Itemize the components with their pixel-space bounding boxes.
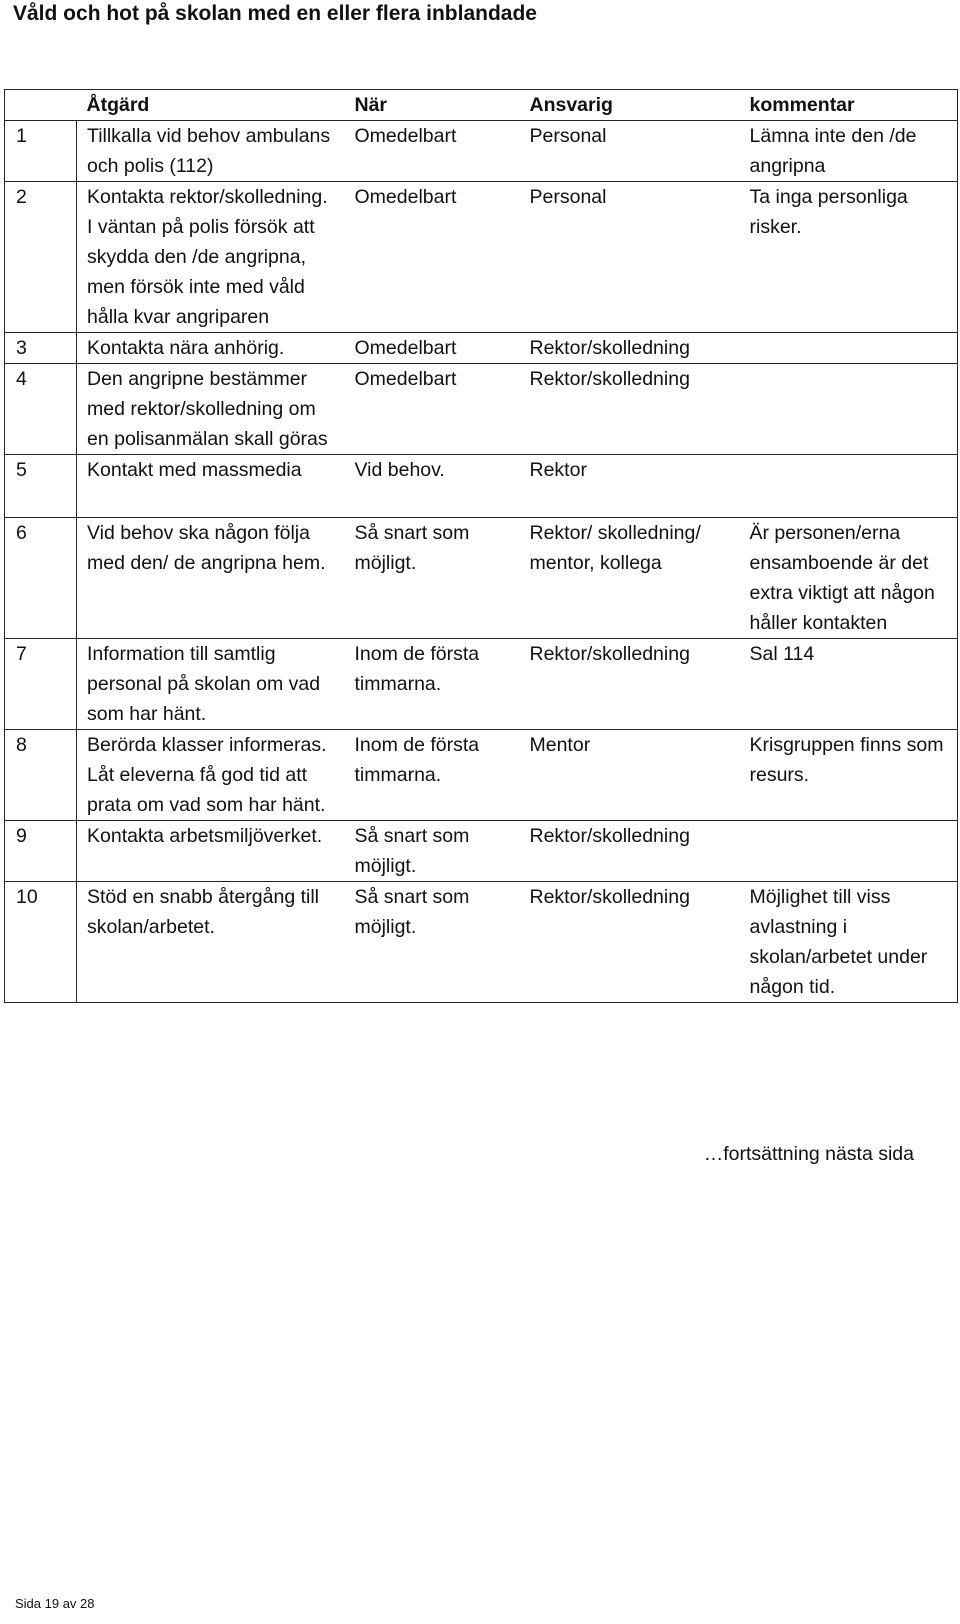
row-comment [740,455,958,486]
row-comment [740,364,958,455]
row-action: Information till samtlig personal på skolan om vad som har hänt. [77,639,345,730]
row-responsible: Rektor/ skolledning/ mentor, kollega [520,518,740,639]
table-row [5,121,958,182]
row-comment: Krisgruppen finns som resurs. [740,730,958,821]
row-action: Den angripne bestämmer med rektor/skolledning om en polisanmälan skall göras [77,364,345,455]
table-row [5,182,958,333]
row-comment [740,333,958,364]
row-when: Omedelbart [345,121,520,182]
row-responsible: Mentor [520,730,740,821]
spacer-cell [740,485,958,518]
row-comment: Ta inga personliga risker. [740,182,958,333]
row-comment: Möjlighet till viss avlastning i skolan/arbetet under någon tid. [740,882,958,1003]
header-comment: kommentar [740,90,958,121]
header-action: Åtgärd [77,90,345,121]
row-when: Så snart som möjligt. [345,518,520,639]
spacer-cell [520,485,740,518]
row-action: Kontakta rektor/skolledning. I väntan på polis försök att skydda den /de angripna, men försök inte med våld hålla kvar angriparen [77,182,345,333]
row-action: Vid behov ska någon följa med den/ de angripna hem. [77,518,345,639]
row-number: 2 [5,182,77,333]
row-when: Så snart som möjligt. [345,821,520,882]
table-row [5,455,958,486]
row-number: 8 [5,730,77,821]
row-comment: Lämna inte den /de angripna [740,121,958,182]
table-row [5,882,958,1003]
row-responsible: Rektor/skolledning [520,364,740,455]
spacer-cell [345,485,520,518]
table-row [5,730,958,821]
row-when: Inom de första timmarna. [345,730,520,821]
action-table [4,89,958,1003]
row-number: 6 [5,518,77,639]
table-header-row [5,90,958,121]
spacer-cell [5,485,77,518]
row-responsible: Rektor/skolledning [520,821,740,882]
table-row [5,364,958,455]
row-responsible: Rektor/skolledning [520,333,740,364]
continuation-note: …fortsättning nästa sida [703,1143,914,1165]
table-row [5,821,958,882]
row-number: 9 [5,821,77,882]
table-spacer-row [5,485,958,518]
row-when: Omedelbart [345,182,520,333]
row-action: Tillkalla vid behov ambulans och polis (112) [77,121,345,182]
row-number: 7 [5,639,77,730]
row-comment: Är personen/erna ensamboende är det extra viktigt att någon håller kontakten [740,518,958,639]
page-title: Våld och hot på skolan med en eller flera inblandade [13,2,537,25]
row-when: Inom de första timmarna. [345,639,520,730]
row-action: Kontakt med massmedia [77,455,345,486]
row-action: Berörda klasser informeras. Låt eleverna få god tid att prata om vad som har hänt. [77,730,345,821]
row-responsible: Rektor/skolledning [520,882,740,1003]
row-comment: Sal 114 [740,639,958,730]
spacer-cell [77,485,345,518]
row-number: 3 [5,333,77,364]
row-when: Vid behov. [345,455,520,486]
row-when: Så snart som möjligt. [345,882,520,1003]
table-row [5,333,958,364]
row-responsible: Rektor [520,455,740,486]
row-responsible: Rektor/skolledning [520,639,740,730]
row-action: Kontakta arbetsmiljöverket. [77,821,345,882]
row-number: 4 [5,364,77,455]
row-number: 1 [5,121,77,182]
header-when: När [345,90,520,121]
table-row [5,639,958,730]
row-comment [740,821,958,882]
row-number: 10 [5,882,77,1003]
page-number-footer: Sida 19 av 28 [15,1596,95,1611]
row-when: Omedelbart [345,333,520,364]
row-action: Kontakta nära anhörig. [77,333,345,364]
table-row [5,518,958,639]
row-when: Omedelbart [345,364,520,455]
row-responsible: Personal [520,121,740,182]
header-responsible: Ansvarig [520,90,740,121]
header-number [5,90,77,121]
row-action: Stöd en snabb återgång till skolan/arbetet. [77,882,345,1003]
row-number: 5 [5,455,77,486]
row-responsible: Personal [520,182,740,333]
